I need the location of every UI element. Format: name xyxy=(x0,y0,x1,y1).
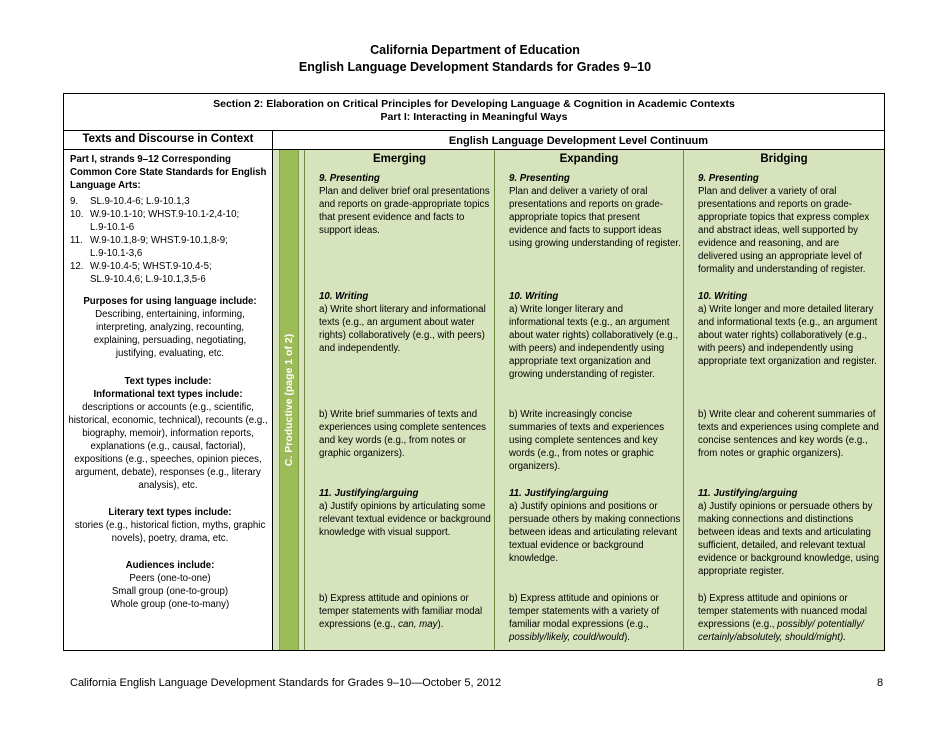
strand-item: 12. W.9-10.4-5; WHST.9-10.4-5; SL.9-10.4,6; L.9-10.1,3,5-6 xyxy=(70,261,212,285)
section-subtitle: Part I: Interacting in Meaningful Ways xyxy=(380,111,568,123)
standards-table xyxy=(63,93,885,651)
bridging-header: Bridging xyxy=(760,153,808,165)
page-number: 8 xyxy=(877,677,884,689)
section-title xyxy=(64,98,884,124)
bridging-presenting: 9. Presenting Plan and deliver a variety of oral presentations and reports on grade-appropriate topics that express complex and abstract ideas, well supported by evidence and reasoning, and are delivered using an appropriate level of formality and understanding of register. xyxy=(698,173,870,275)
section-title-line: Section 2: Elaboration on Critical Principles for Developing Language & Cognition in Academic Contexts xyxy=(213,98,735,110)
informational-text: descriptions or accounts (e.g., scientific, historical, economic, technical), recounts (e.g., biography, memoir), information reports, explanations (e.g., causal, factorial), expositions (e.g., speeches, opinion pieces, argument, debate), responses (e.g., literary analysis), etc. xyxy=(68,402,268,491)
text-types-block xyxy=(66,375,270,492)
divider xyxy=(304,150,305,650)
emerging-justifying-b: b) Express attitude and opinions or temper statements with familiar modal expressions (e.g., can, may). xyxy=(319,593,483,630)
expanding-writing-a: 10. Writing a) Write longer literary and informational texts (e.g., an argument about water rights) collaboratively (e.g., with peers) and independently using appropriate text organization and growing understanding of register. xyxy=(509,291,679,380)
literary-block xyxy=(74,506,266,545)
text-types-title: Text types include: xyxy=(124,376,212,387)
strands-title: Part I, strands 9–12 Corresponding Common Core State Standards for English Language Arts: xyxy=(70,154,267,191)
emerging-presenting: 9. Presenting Plan and deliver brief oral presentations and reports on grade-appropriate topics that present evidence and facts to support ideas. xyxy=(319,173,490,236)
bridging-justifying-a: 11. Justifying/arguing a) Justify opinions or persuade others by making connections and distinctions between ideas and texts and articulating sufficient, detailed, and relevant textual evidence or background knowledge, using appropriate register. xyxy=(698,488,879,577)
continuum-header: English Language Development Level Continuum xyxy=(448,135,709,147)
mode-bar xyxy=(279,150,299,650)
strand-item: 9. SL.9-10.4-6; L.9-10.1,3 xyxy=(70,196,190,207)
purposes-text: Describing, entertaining, informing, interpreting, analyzing, recounting, explaining, persuading, negotiating, justifying, evaluating, etc. xyxy=(93,309,247,359)
left-strands xyxy=(70,153,270,286)
bridging-writing-a: 10. Writing a) Write longer and more detailed literary and informational texts (e.g., an argument about water rights) collaboratively (e.g., with peers) and independently using appropriate text organization and register. xyxy=(698,291,878,367)
divider xyxy=(64,130,884,131)
divider xyxy=(64,149,272,150)
doc-header-line2: English Language Development Standards for Grades 9–10 xyxy=(298,60,652,74)
emerging-header: Emerging xyxy=(372,153,427,165)
informational-title: Informational text types include: xyxy=(93,389,243,400)
purposes-block xyxy=(74,295,266,360)
expanding-writing-b: b) Write increasingly concise summaries of texts and experiences using complete sentences and key words (e.g., from notes or graphic organizers). xyxy=(509,409,665,472)
emerging-justifying-a: 11. Justifying/arguing a) Justify opinions by articulating some relevant textual evidence or background knowledge with visual support. xyxy=(319,488,491,538)
audience-item: Small group (one-to-group) xyxy=(111,586,229,597)
literary-title: Literary text types include: xyxy=(108,507,232,518)
bridging-justifying-b: b) Express attitude and opinions or temper statements with nuanced modal expressions (e.g., possibly/ potentially/ certainly/absolutely, should/might). xyxy=(698,593,868,643)
divider xyxy=(494,150,495,650)
audiences-block xyxy=(74,559,266,611)
strand-item: 10. W.9-10.1-10; WHST.9-10.1-2,4-10; L.9-10.1-6 xyxy=(70,209,240,233)
emerging-writing-a: 10. Writing a) Write short literary and informational texts (e.g., an argument about water rights) collaboratively (e.g., with peers) and independently. xyxy=(319,291,486,354)
expanding-header: Expanding xyxy=(559,153,619,165)
left-column-header: Texts and Discourse in Context xyxy=(82,133,254,145)
footer-text: California English Language Development Standards for Grades 9–10—October 5, 2012 xyxy=(70,677,502,689)
doc-header-line1: California Department of Education xyxy=(370,43,580,57)
strand-item: 11. W.9-10.1,8-9; WHST.9-10.1,8-9; L.9-10.1-3,6 xyxy=(70,235,228,259)
expanding-presenting: 9. Presenting Plan and deliver a variety of oral presentations and reports on grade-appropriate topics that present evidence and facts to support ideas using growing understanding of register. xyxy=(509,173,681,249)
bridging-writing-b: b) Write clear and coherent summaries of texts and experiences using complete and concise sentences and key words (e.g., from notes or graphic organizers). xyxy=(698,409,879,459)
audience-item: Peers (one-to-one) xyxy=(129,573,211,584)
divider xyxy=(683,150,684,650)
mode-label: C. Productive (page 1 of 2) xyxy=(283,333,296,467)
expanding-justifying-a: 11. Justifying/arguing a) Justify opinions and positions or persuade others by making connections between ideas and articulating relevant textual evidence or background knowledge. xyxy=(509,488,681,564)
audiences-title: Audiences include: xyxy=(125,560,215,571)
purposes-title: Purposes for using language include: xyxy=(83,296,257,307)
audience-item: Whole group (one-to-many) xyxy=(110,599,230,610)
strand-list xyxy=(70,195,270,286)
emerging-writing-b: b) Write brief summaries of texts and experiences using complete sentences and key words (e.g., from notes or graphic organizers). xyxy=(319,409,486,459)
literary-text: stories (e.g., historical fiction, myths, graphic novels), poetry, drama, etc. xyxy=(74,520,266,544)
expanding-justifying-b: b) Express attitude and opinions or temper statements with a variety of familiar modal expressions (e.g., possibly/likely, could/would). xyxy=(509,593,660,643)
